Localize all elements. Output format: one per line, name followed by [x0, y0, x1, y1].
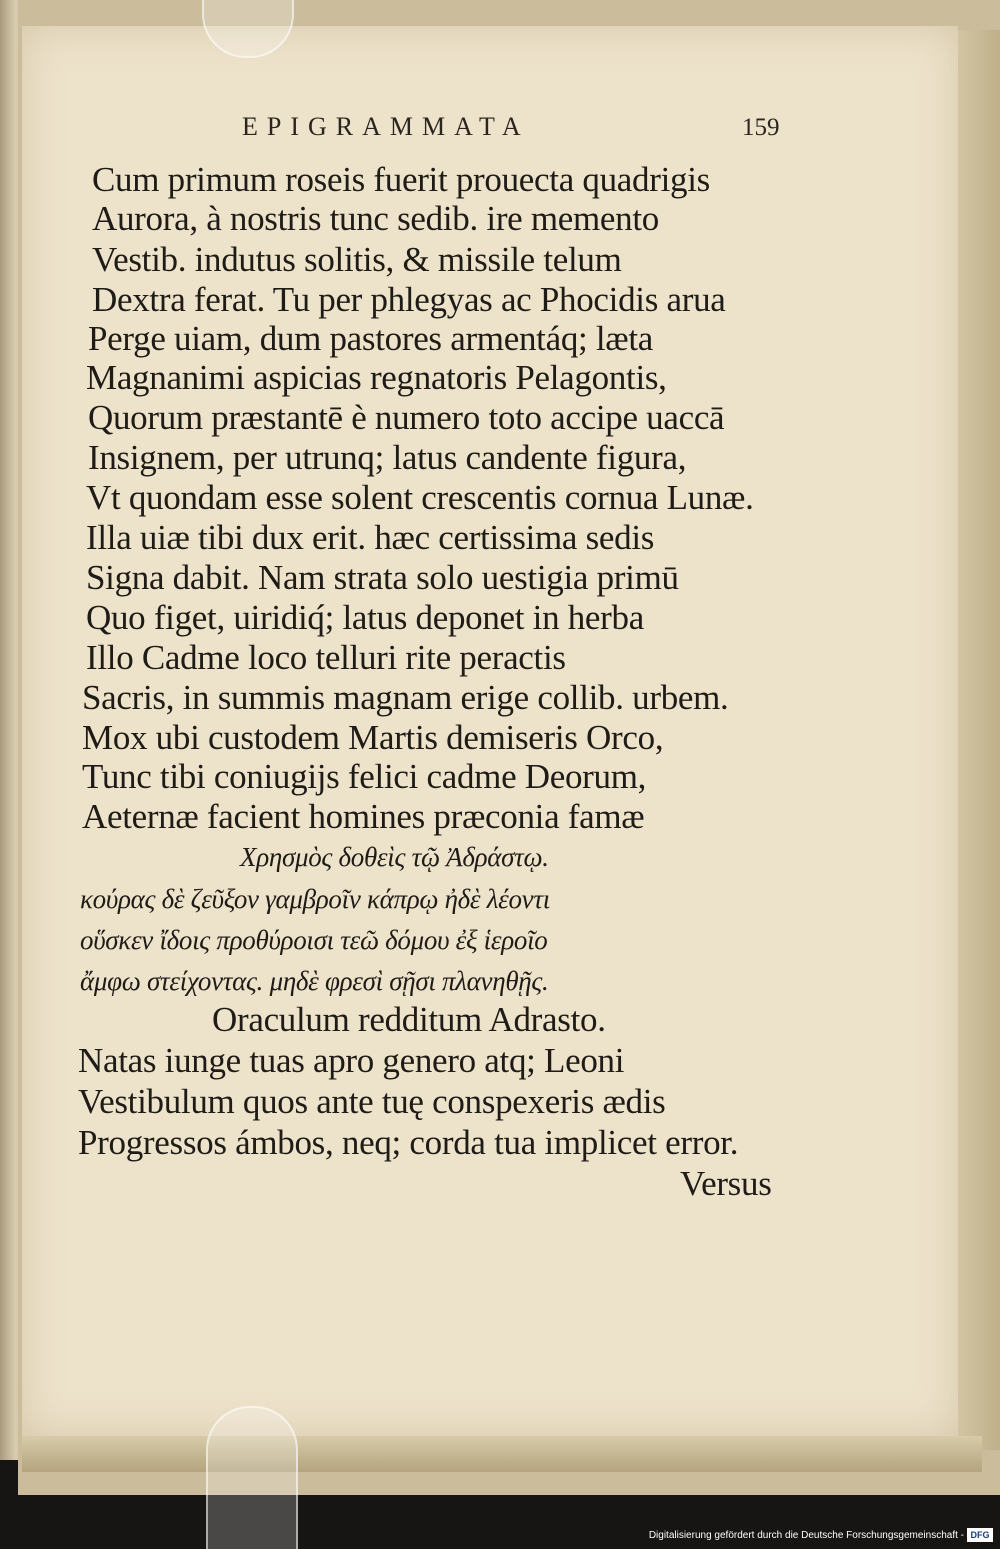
catchword: Versus	[680, 1164, 772, 1203]
page-number: 159	[742, 114, 780, 141]
verse-line: Signa dabit. Nam strata solo uestigia primū	[86, 558, 679, 597]
greek-oracle-heading: Χρησμὸς δοθεὶς τῷ Ἀδράστῳ.	[240, 842, 549, 872]
verse-line: Natas iunge tuas apro genero atq; Leoni	[78, 1041, 625, 1080]
bottom-page-edges	[22, 1436, 982, 1472]
verse-line: Vestib. indutus solitis, & missile telum	[92, 240, 622, 279]
verse-line: Cum primum roseis fuerit prouecta quadrigis	[92, 160, 710, 199]
running-header: EPIGRAMMATA	[242, 112, 530, 141]
funding-note: Digitalisierung gefördert durch die Deutsche Forschungsgemeinschaft -	[648, 1530, 964, 1541]
right-page-edges	[956, 30, 1000, 1450]
latin-oracle-heading: Oraculum redditum Adrasto.	[212, 1000, 606, 1039]
verse-line: Perge uiam, dum pastores armentáq; læta	[88, 319, 654, 358]
verse-line: Magnanimi aspicias regnatoris Pelagontis,	[86, 358, 667, 397]
verse-line: Mox ubi custodem Martis demiseris Orco,	[82, 718, 664, 757]
verse-line: Insignem, per utrunq; latus candente figura,	[88, 438, 687, 477]
verse-line: Aeternæ facient homines præconia famæ	[82, 797, 645, 836]
verse-line: Tunc tibi coniugijs felici cadme Deorum,	[82, 757, 647, 796]
verse-line: Progressos ámbos, neq; corda tua implicet error.	[78, 1123, 739, 1162]
verse-line: Dextra ferat. Tu per phlegyas ac Phocidis arua	[92, 280, 726, 319]
verse-line: Aurora, à nostris tunc sedib. ire memento	[92, 199, 659, 238]
verse-line: Illo Cadme loco telluri rite peractis	[86, 638, 566, 677]
greek-verse-line: οὕσκεν ἴδοις προθύροισι τεῶ δόμου ἐξ ἱεροῖο	[80, 925, 548, 955]
greek-verse-line: κούρας δὲ ζεῦξον γαμβροῖν κάπρῳ ἠδὲ λέοντι	[80, 884, 550, 914]
verse-line: Quorum præstantē è numero toto accipe uaccā	[88, 398, 725, 437]
verse-line: Quo figet, uiridiq́; latus deponet in herba	[86, 598, 644, 637]
dfg-logo: DFG	[967, 1528, 993, 1542]
page-clip-bottom	[206, 1406, 298, 1549]
verse-line: Vt quondam esse solent crescentis cornua Lunæ.	[86, 478, 754, 517]
greek-verse-line: ἄμφω στείχοντας. μηδὲ φρεσὶ σῇσι πλανηθῇς.	[80, 966, 549, 996]
verse-line: Illa uiæ tibi dux erit. hæc certissima sedis	[86, 518, 655, 557]
verse-line: Vestibulum quos ante tuę conspexeris ædis	[78, 1082, 666, 1121]
verse-line: Sacris, in summis magnam erige collib. urbem.	[82, 678, 729, 717]
